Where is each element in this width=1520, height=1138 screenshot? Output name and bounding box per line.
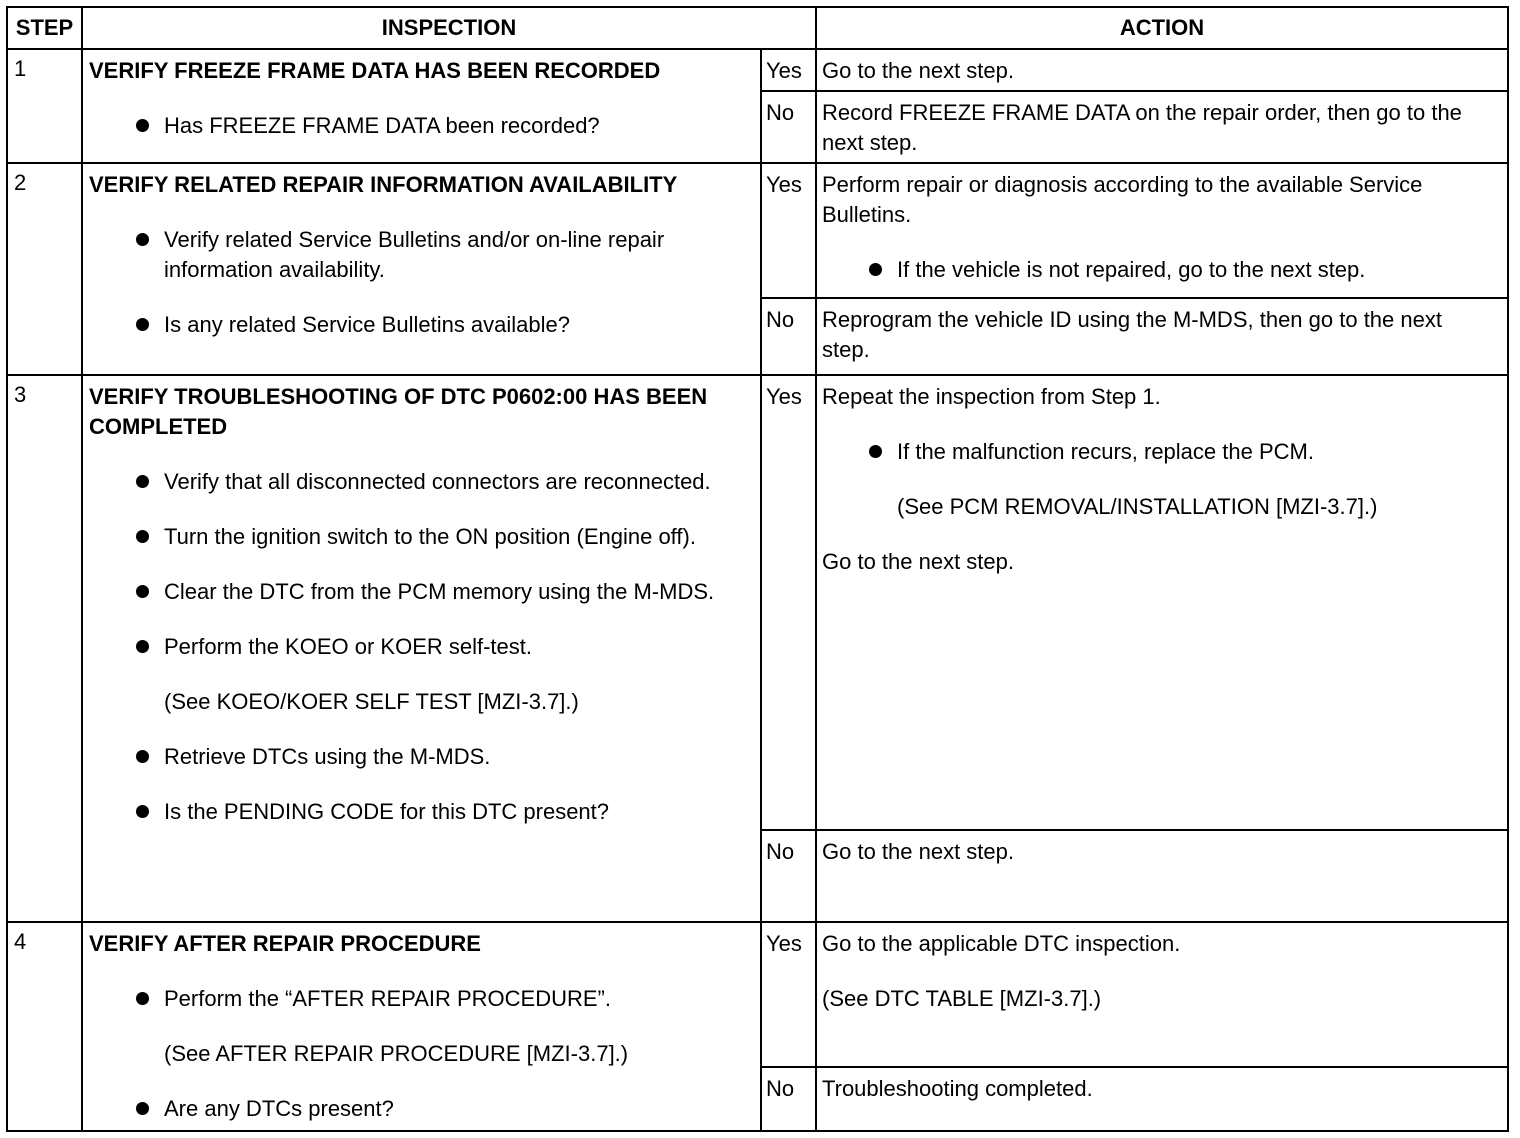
- header-inspection: INSPECTION: [82, 7, 816, 49]
- step-4-yes-row: [7, 922, 1508, 1067]
- action-text: Go to the next step.: [822, 549, 1015, 574]
- inspection-bullet: Perform the KOEO or KOER self-test.: [89, 632, 746, 662]
- answer-yes: Yes: [761, 375, 816, 830]
- inspection-bullet: Verify that all disconnected connectors are reconnected.: [89, 467, 746, 497]
- step-number: 4: [7, 922, 82, 1131]
- action-bullet: If the vehicle is not repaired, go to the next step.: [822, 255, 1493, 285]
- inspection-title: VERIFY FREEZE FRAME DATA HAS BEEN RECORDED: [89, 58, 661, 83]
- step-number: 2: [7, 163, 82, 375]
- answer-no: No: [761, 298, 816, 375]
- inspection-bullet: Has FREEZE FRAME DATA been recorded?: [89, 111, 746, 141]
- answer-no: No: [761, 91, 816, 163]
- inspection-note: (See AFTER REPAIR PROCEDURE [MZI-3.7].): [164, 1041, 629, 1066]
- answer-yes: Yes: [761, 49, 816, 91]
- action-text: Perform repair or diagnosis according to the available Service Bulletins.: [822, 172, 1423, 227]
- inspection-bullet: Perform the “AFTER REPAIR PROCEDURE”.: [89, 984, 746, 1014]
- action-yes: [816, 375, 1508, 830]
- action-bullet: If the malfunction recurs, replace the PCM.: [822, 437, 1493, 467]
- step-2-yes-row: [7, 163, 1508, 298]
- inspection-cell: [82, 375, 761, 922]
- inspection-cell: [82, 922, 761, 1131]
- action-text: Repeat the inspection from Step 1.: [822, 384, 1161, 409]
- inspection-note: (See KOEO/KOER SELF TEST [MZI-3.7].): [164, 689, 579, 714]
- inspection-bullet: Is any related Service Bulletins available?: [89, 310, 746, 340]
- step-1-yes-row: [7, 49, 1508, 91]
- action-note: (See PCM REMOVAL/INSTALLATION [MZI-3.7].): [897, 494, 1378, 519]
- inspection-title: VERIFY TROUBLESHOOTING OF DTC P0602:00 HAS BEEN COMPLETED: [89, 384, 708, 439]
- header-step: STEP: [7, 7, 82, 49]
- inspection-bullet: Are any DTCs present?: [89, 1094, 746, 1124]
- action-no: Record FREEZE FRAME DATA on the repair order, then go to the next step.: [816, 91, 1508, 163]
- inspection-cell: [82, 163, 761, 375]
- inspection-bullet: Turn the ignition switch to the ON position (Engine off).: [89, 522, 746, 552]
- inspection-cell: [82, 49, 761, 163]
- action-yes: [816, 922, 1508, 1067]
- action-yes: [816, 163, 1508, 298]
- answer-no: No: [761, 1067, 816, 1131]
- answer-yes: Yes: [761, 922, 816, 1067]
- action-no: Go to the next step.: [816, 830, 1508, 922]
- action-note: (See DTC TABLE [MZI-3.7].): [822, 986, 1102, 1011]
- header-action: ACTION: [816, 7, 1508, 49]
- action-yes: Go to the next step.: [816, 49, 1508, 91]
- troubleshooting-table: [6, 6, 1509, 1132]
- step-number: 3: [7, 375, 82, 922]
- inspection-bullet: Verify related Service Bulletins and/or on-line repair information availability.: [89, 225, 746, 285]
- step-number: 1: [7, 49, 82, 163]
- inspection-bullet: Clear the DTC from the PCM memory using the M-MDS.: [89, 577, 746, 607]
- inspection-bullet: Retrieve DTCs using the M-MDS.: [89, 742, 746, 772]
- inspection-title: VERIFY AFTER REPAIR PROCEDURE: [89, 931, 481, 956]
- answer-no: No: [761, 830, 816, 922]
- header-row: [7, 7, 1508, 49]
- action-text: Go to the applicable DTC inspection.: [822, 931, 1181, 956]
- inspection-title: VERIFY RELATED REPAIR INFORMATION AVAILABILITY: [89, 172, 678, 197]
- inspection-bullet: Is the PENDING CODE for this DTC present?: [89, 797, 746, 827]
- step-3-yes-row: [7, 375, 1508, 830]
- action-no: Reprogram the vehicle ID using the M-MDS, then go to the next step.: [816, 298, 1508, 375]
- answer-yes: Yes: [761, 163, 816, 298]
- action-no: Troubleshooting completed.: [816, 1067, 1508, 1131]
